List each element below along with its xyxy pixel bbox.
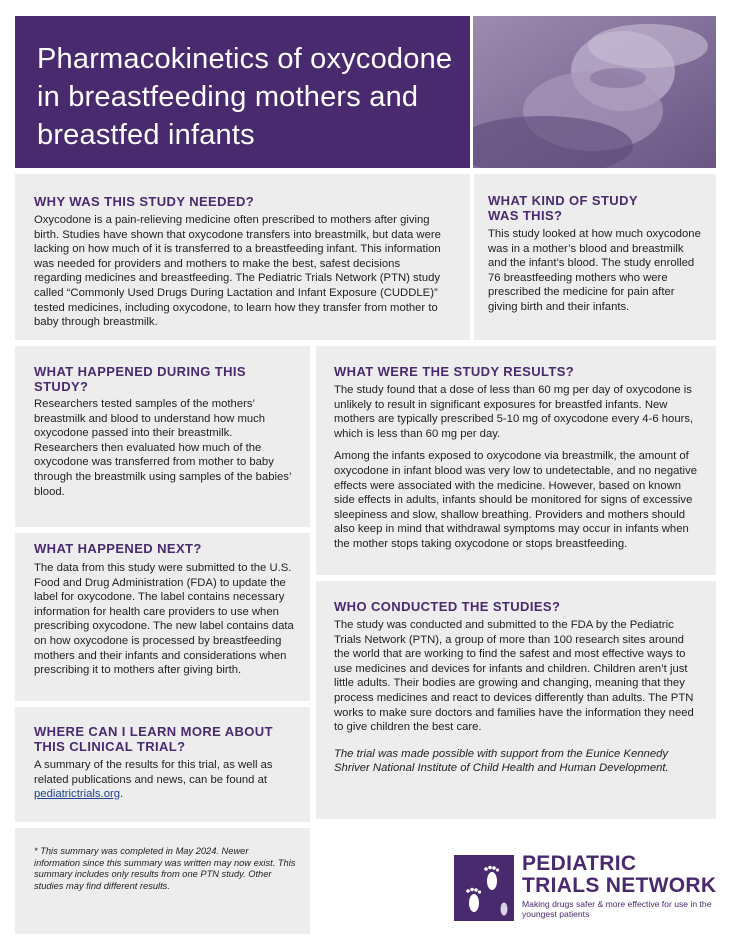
ptn-logo — [452, 853, 722, 925]
next-body: The data from this study were submitted to the U.S. Food and Drug Administration (FDA) to update the label for oxycodone. The label contains necessary information for health care providers to use when prescribing oxycodone. The new label contains data on how oxycodone is processed by breastfeeding mothers and their infants and considerations when prescribing it to mothers after giving birth. — [34, 562, 294, 677]
results-body-1: The study found that a dose of less than 60 mg per day of oxycodone is unlikely to result in significant exposures for breastfed infants. New mothers are typically prescribed 5-10 mg of oxycodone every 4-6 hours, which is less than 60 mg per day. — [334, 384, 694, 440]
during-body: Researchers tested samples of the mothers’ breastmilk and blood to understand how much oxycodone passed into their breastmilk. Researchers then evaluated how much of the oxycodone was transferred from mother to baby through the breastmilk using samples of the babies’ blood. — [34, 398, 292, 498]
why-heading: WHY WAS THIS STUDY NEEDED? — [34, 194, 255, 209]
what-happened-next-section — [15, 533, 310, 701]
footprints-icon — [454, 855, 514, 921]
pediatric-trials-link[interactable]: pediatrictrials.org — [34, 788, 121, 801]
logo-title — [522, 853, 716, 897]
photo-illustration — [473, 16, 716, 168]
during-heading: WHAT HAPPENED DURING THIS STUDY? — [34, 364, 246, 394]
why-body: Oxycodone is a pain-relieving medicine often prescribed to mothers after giving birth. Studies have shown that oxycodone transfers into breastmilk, but data were lacking on how much of it is transferred to a breastfeeding infant. This information was needed for providers and mothers to make the best, safest decisions regarding medicines and breastfeeding. The Pediatric Trials Network (PTN) study called “Commonly Used Drugs During Lactation and Infant Exposure (CUDDLE)” tested medicines, including oxycodone, to learn how they transfer from mother to baby through breastmilk. — [34, 214, 441, 329]
page-title: Pharmacokinetics of oxycodone in breastfeeding mothers and breastfed infants — [37, 43, 453, 151]
who-heading: WHO CONDUCTED THE STUDIES? — [334, 599, 561, 614]
logo-line-1: PEDIATRIC — [522, 852, 637, 875]
during-study-section — [15, 346, 310, 527]
footnote-text: * This summary was completed in May 2024. Newer information since this summary was written may now exist. This summary includes only results from one PTN study. Other studies may find different results. — [34, 846, 296, 891]
learn-body-wrap — [34, 758, 294, 802]
logo-line-2: TRIALS NETWORK — [522, 874, 717, 897]
kind-heading: WHAT KIND OF STUDY WAS THIS? — [488, 193, 638, 223]
learn-more-section — [15, 707, 310, 822]
results-heading: WHAT WERE THE STUDY RESULTS? — [334, 364, 575, 379]
mother-infant-photo — [473, 16, 716, 168]
footprints-graphic — [454, 855, 514, 921]
who-body: The study was conducted and submitted to the FDA by the Pediatric Trials Network (PTN), a group of more than 100 research sites around the world that are working to find the safest and most effective ways to use medicines and devices for infants and children. Children aren’t just little adults. Their bodies are growing and changing, meaning that they process medicines and react to devices differently than adults. The PTN works to make sure doctors and families have the information they need to give children the best care. — [334, 619, 694, 734]
kind-body: This study looked at how much oxycodone was in a mother’s blood and breastmilk and the infant’s blood. The study enrolled 76 breastfeeding mothers who were prescribed the medicine for pain after giving birth and their infants. — [488, 228, 701, 313]
who-conducted-section — [316, 581, 716, 819]
learn-heading: WHERE CAN I LEARN MORE ABOUT THIS CLINICAL TRIAL? — [34, 724, 273, 754]
page-header — [15, 16, 470, 168]
study-results-section — [316, 346, 716, 575]
support-note: The trial was made possible with support from the Eunice Kennedy Shriver National Institute of Child Health and Human Development. — [334, 747, 669, 775]
kind-of-study-section — [474, 174, 716, 340]
why-study-needed-section — [15, 174, 470, 340]
learn-period: . — [120, 788, 124, 801]
footnote-section — [15, 828, 310, 934]
logo-tagline: Making drugs safer & more effective for use in the youngest patients — [522, 899, 712, 919]
learn-body: A summary of the results for this trial, as well as related publications and news, can be found at — [34, 759, 273, 786]
results-body-2: Among the infants exposed to oxycodone via breastmilk, the amount of oxycodone in infant blood was very low to undetectable, and no negative effects were associated with the medicine. However, based on known side effects in adults, infants should be monitored for signs of excessive sleepiness and slow, shallow breathing. Providers and mothers should also keep in mind that withdrawal symptoms may occur in infants when the mother stops taking oxycodone or stops breastfeeding. — [334, 450, 698, 550]
next-heading: WHAT HAPPENED NEXT? — [34, 541, 202, 556]
